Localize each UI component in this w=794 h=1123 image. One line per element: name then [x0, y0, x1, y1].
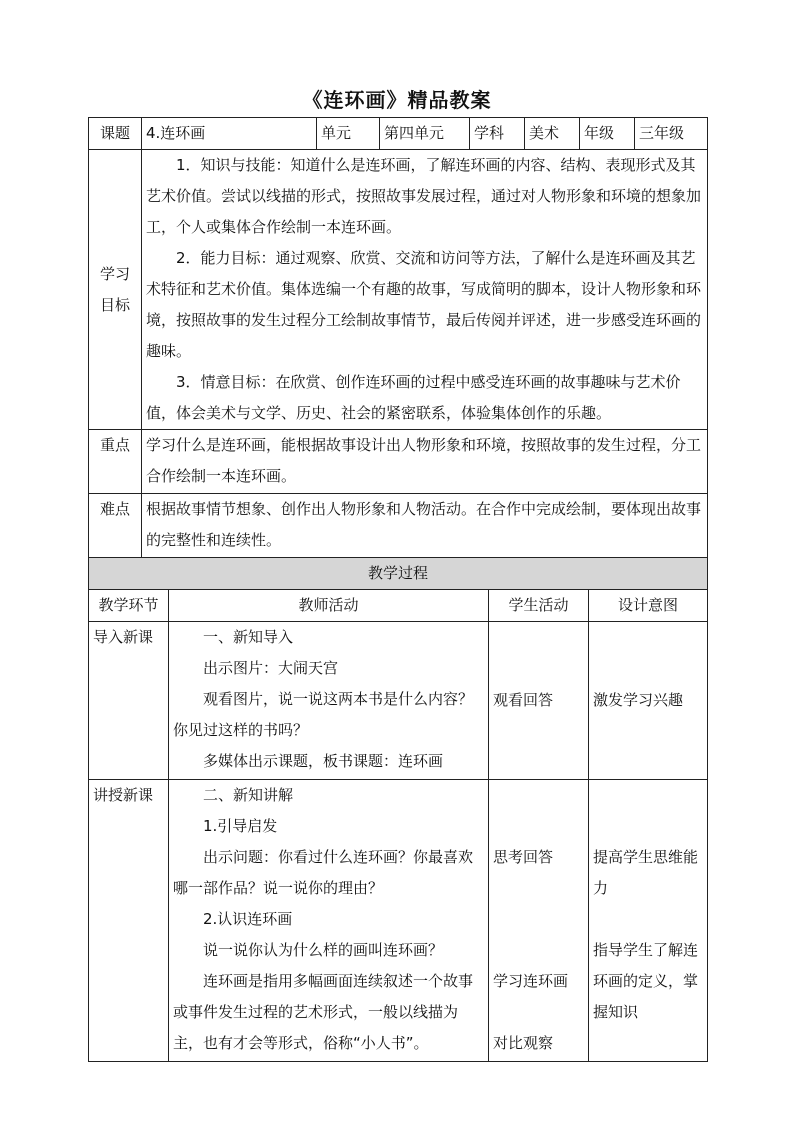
teacher-line: 2.认识连环画	[203, 910, 293, 928]
goal-paragraph: 3．情意目标：在欣赏、创作连环画的过程中感受连环画的故事趣味与艺术价值，体会美术与文学、历史、社会的紧密联系，体验集体创作的乐趣。	[146, 373, 681, 422]
student-activity-cell: 观看回答	[489, 622, 589, 780]
design-intent-cell	[589, 780, 708, 1062]
goals-label	[89, 150, 142, 430]
intent-line: 指导学生了解连环画的定义，掌握知识	[593, 941, 699, 1021]
stage-cell: 讲授新课	[89, 780, 169, 1062]
teacher-line: 出示图片：大闹天宫	[203, 659, 339, 677]
student-line: 学习连环画	[493, 972, 569, 990]
student-line: 思考回答	[493, 848, 554, 866]
column-header: 教师活动	[169, 590, 489, 622]
column-header: 设计意图	[589, 590, 708, 622]
grade-label: 年级	[580, 118, 635, 150]
teacher-activity-cell	[169, 780, 489, 1062]
difficulty-text: 根据故事情节想象、创作出人物形象和人物活动。在合作中完成绘制，要体现出故事的完整性和连续性。	[142, 494, 708, 558]
key-point-text: 学习什么是连环画，能根据故事设计出人物形象和环境，按照故事的发生过程，分工合作绘制一本连环画。	[142, 430, 708, 494]
teacher-line: 观看图片，说一说这两本书是什么内容？你见过这样的书吗？	[173, 690, 474, 739]
lecture-row	[89, 780, 708, 1062]
teacher-line: 多媒体出示课题，板书课题：连环画	[203, 752, 444, 770]
column-header: 学生活动	[489, 590, 589, 622]
stage-cell: 导入新课	[89, 622, 169, 780]
teacher-line: 1.引导启发	[203, 817, 278, 835]
subject-label: 学科	[470, 118, 525, 150]
course-value: 4.连环画	[142, 118, 317, 150]
difficulty-row	[89, 494, 708, 558]
difficulty-label: 难点	[89, 494, 142, 558]
student-activity-cell	[489, 780, 589, 1062]
info-row	[89, 118, 708, 150]
process-header: 教学过程	[89, 558, 708, 590]
teacher-line: 说一说你认为什么样的画叫连环画？	[203, 941, 444, 959]
design-intent-cell: 激发学习兴趣	[589, 622, 708, 780]
goals-label-line1: 学习	[99, 264, 130, 283]
goal-paragraph: 1．知识与技能：知道什么是连环画，了解连环画的内容、结构、表现形式及其艺术价值。尝试以线描的形式，按照故事发展过程，通过对人物形象和环境的想象加工，个人或集体合作绘制一本连环画。	[146, 156, 702, 236]
column-header: 教学环节	[89, 590, 169, 622]
unit-value: 第四单元	[380, 118, 470, 150]
goals-content	[142, 150, 708, 430]
teacher-line: 连环画是指用多幅画面连续叙述一个故事或事件发生过程的艺术形式，一般以线描为主，也有才会等形式，俗称“小人书”。	[173, 972, 474, 1052]
goals-label-line2: 目标	[99, 295, 130, 314]
page-title: 《连环画》精品教案	[302, 88, 492, 112]
process-columns-row	[89, 590, 708, 622]
key-point-row	[89, 430, 708, 494]
intent-line: 提高学生思维能力	[593, 848, 699, 897]
process-header-row	[89, 558, 708, 590]
teacher-line: 出示问题：你看过什么连环画？你最喜欢哪一部作品？说一说你的理由？	[173, 848, 474, 897]
intro-row	[89, 622, 708, 780]
lesson-info-table	[88, 117, 708, 558]
course-label: 课题	[89, 118, 142, 150]
goals-row	[89, 150, 708, 430]
teaching-process-table	[88, 557, 708, 1062]
teacher-activity-cell	[169, 622, 489, 780]
subject-value: 美术	[525, 118, 580, 150]
unit-label: 单元	[317, 118, 380, 150]
teacher-line: 二、新知讲解	[203, 786, 294, 804]
teacher-line: 一、新知导入	[203, 628, 294, 646]
goal-paragraph: 2．能力目标：通过观察、欣赏、交流和访问等方法，了解什么是连环画及其艺术特征和艺术价值。集体选编一个有趣的故事，写成简明的脚本，设计人物形象和环境，按照故事的发生过程分工绘制故事情节，最后传阅并评述，进一步感受连环画的趣味。	[146, 249, 702, 360]
grade-value: 三年级	[635, 118, 708, 150]
key-point-label: 重点	[89, 430, 142, 494]
student-line: 对比观察	[493, 1034, 554, 1052]
